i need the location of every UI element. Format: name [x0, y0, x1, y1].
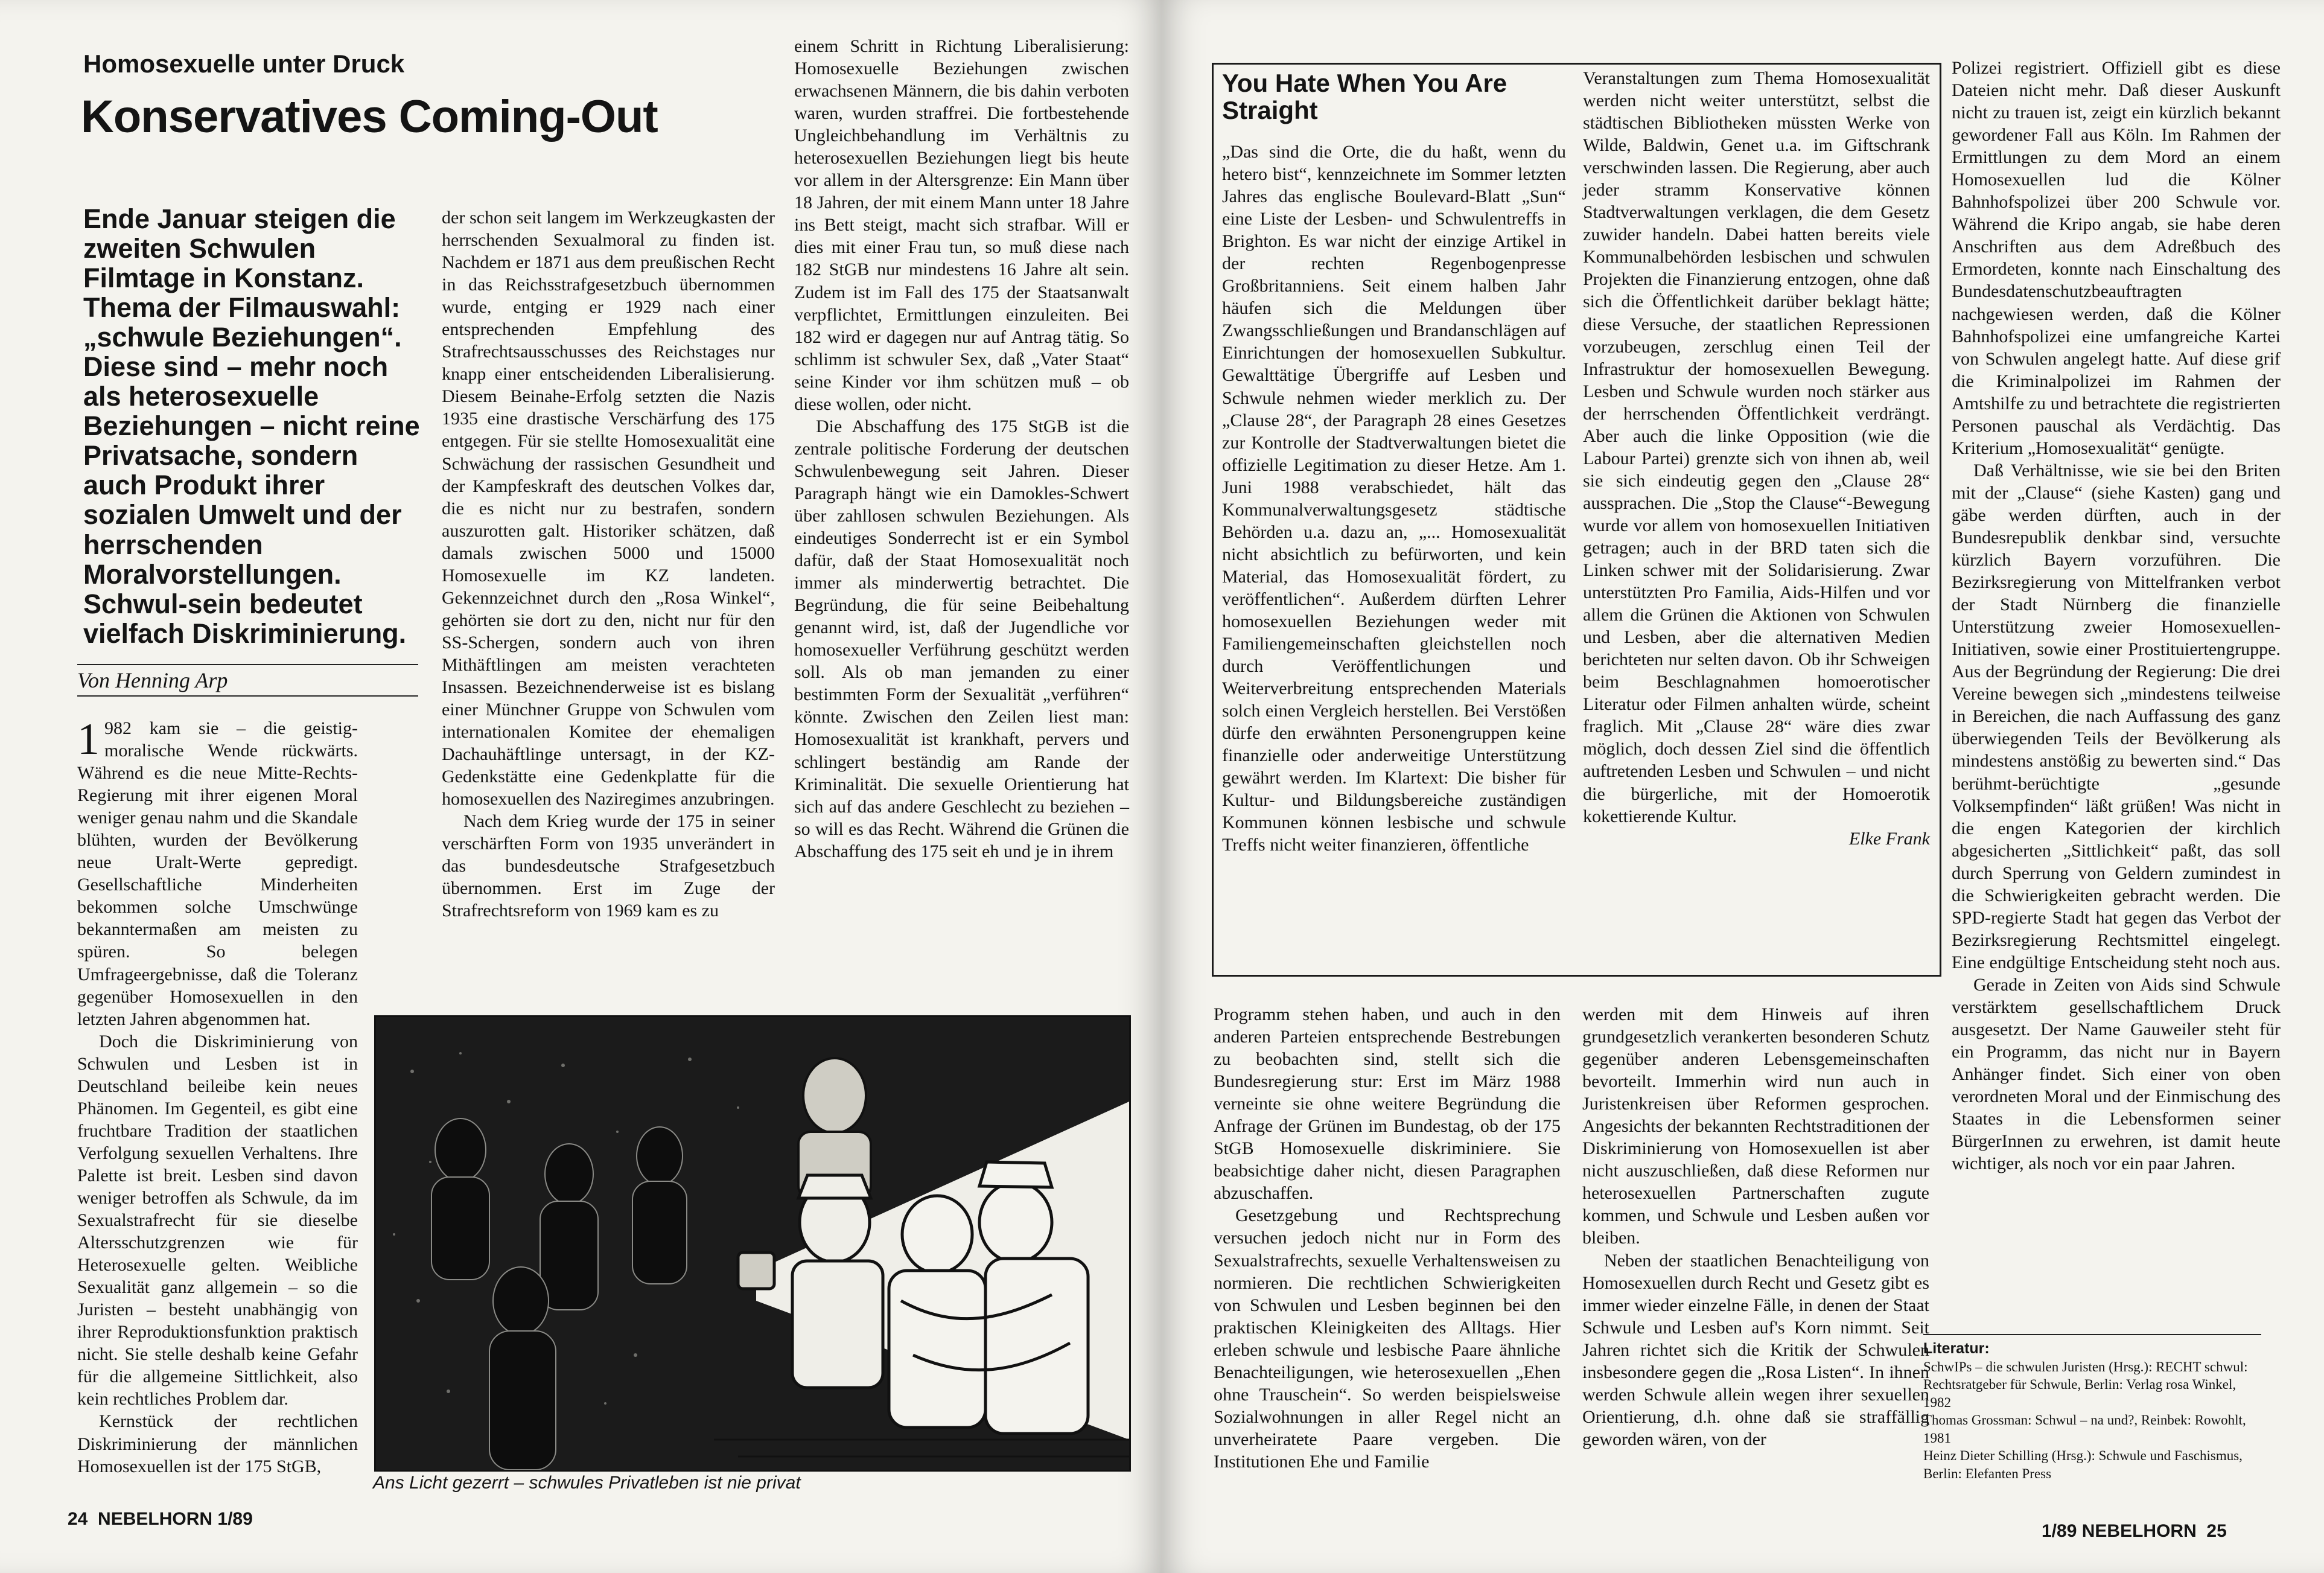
literature-item: SchwIPs – die schwulen Juristen (Hrsg.): RECHT schwul: Rechtsratgeber für Schwule, Berlin: Verlag rosa Winkel, 1982 [1923, 1359, 2248, 1410]
paragraph: Kernstück der rechtlichen Diskriminierung der männlichen Homosexuellen ist der 175 StGB, [77, 1411, 358, 1476]
box-column-1 [1222, 141, 1566, 857]
left-column-3 [794, 35, 1129, 863]
issue-number: 1/89 [217, 1509, 253, 1529]
kicker: Homosexuelle unter Druck [83, 49, 405, 78]
page-number: 24 [68, 1509, 88, 1529]
right-column-3 [1952, 57, 2281, 1175]
magazine-name: NEBELHORN [2081, 1521, 2197, 1541]
illustration-caption: Ans Licht gezerrt – schwules Privatleben ist nie privat [373, 1473, 801, 1493]
cartoon-illustration [374, 1015, 1131, 1472]
literature-box [1923, 1334, 2261, 1482]
paragraph: Gesetzgebung und Rechtsprechung versuchen jedoch nicht nur in Form des Sexualstrafrechts, sexuelle Verhaltensweisen zu normieren. Die rechtlichen Schwierigkeiten von Schwulen und Lesben beginnen bei den praktischen Kleinigkeiten des Alltags. Hier erleben schwule und lesbische Paare ähnliche Benachteiligungen, wie heterosexuellen „Ehen ohne Trauschein“. So werden beispielsweise Sozialwohnungen in aller Regel nicht an unverheiratete Paare vergeben. Die Institutionen Ehe und Familie [1214, 1205, 1561, 1472]
right-column-2 [1582, 1003, 1929, 1450]
folio-right [2042, 1521, 2227, 1542]
paragraph: Programm stehen haben, und auch in den anderen Parteien entsprechende Bestrebungen zu beobachten sind, stellt sich die Bundesregierung stur: Erst im März 1988 verneinte sie ohne weitere Begründung die Anfrage der Grünen im Bundestag, ob der 175 StGB Homosexuelle diskriminiere. Sie beabsichtige daher nicht, diesen Paragraphen abzuschaffen. [1214, 1004, 1561, 1204]
box-column-2 [1583, 67, 1930, 850]
info-box [1212, 63, 1941, 977]
magazine-name: NEBELHORN [98, 1509, 213, 1529]
literature-item: Thomas Grossman: Schwul – na und?, Reinbek: Rowohlt, 1981 [1923, 1412, 2246, 1446]
box-signature: Elke Frank [1848, 828, 1930, 849]
paragraph-text: 982 kam sie – die geistig-moralische Wende rückwärts. Während es die neue Mitte-Rechts-Regierung mit ihrer eigenen Moral weniger genau nahm und die Skandale blühten, wurden der Bevölkerung neue Uralt-Werte gepredigt. Gesellschaftliche Minderheiten bekommen solche Umschwünge bekanntermaßen am meisten zu spüren. So belegen Umfrageergebnisse, daß die Toleranz gegenüber Homosexuellen in den letzten Jahren abgenommen hat. [77, 718, 358, 1029]
drop-cap: 1 [77, 715, 100, 764]
lead-paragraph: Ende Januar steigen die zweiten Schwulen Filmtage in Konstanz. Thema der Filmauswahl: „schwule Beziehungen“. Diese sind – mehr noch als heterosexuelle Beziehungen – nicht reine Privatsache, sondern auch Produkt ihrer sozialen Umwelt und der herrschenden Moralvorstellungen. Schwul-sein bedeutet vielfach Diskriminierung. [83, 203, 420, 649]
right-column-1 [1214, 1003, 1561, 1473]
paragraph: der schon seit langem im Werkzeugkasten der herrschenden Sexualmoral zu finden ist. Nachdem er 1871 aus dem preußischen Recht in das Reichsstrafgesetzbuch übernommen wurde, entging er 1929 nach einer entsprechenden Empfehlung des Strafrechtsausschusses des Reichstages nur knapp einer entscheidenden Liberalisierung. Diesem Beinahe-Erfolg setzten die Nazis 1935 eine drastische Verschärfung des 175 entgegen. Für sie stellte Homosexualität eine Schwächung der rassischen Gesundheit und der Kampfeskraft des deutschen Volkes dar, die es nicht nur zu bestrafen, sondern auszurotten galt. Historiker schätzen, daß damals zwischen 5000 und 15000 Homosexuelle im KZ landeten. Gekennzeichnet durch den „Rosa Winkel“, gehörten sie dort zu den, nicht nur für den SS-Schergen, sondern auch von ihren Mithäftlingen am meisten verachteten Insassen. Bezeichnenderweise ist es bislang einer Münchner Gruppe von Schwulen vom internationalen Komitee der ehemaligen Dachauhäftlinge untersagt, in der KZ-Gedenkstätte eine Gedenkplatte für die homosexuellen des Naziregimes anzubringen. [442, 208, 775, 809]
left-column-2 [442, 206, 775, 922]
left-column-1 [77, 717, 358, 1478]
byline: Von Henning Arp [77, 664, 418, 697]
literature-title: Literatur: [1923, 1340, 1990, 1357]
literature-item: Heinz Dieter Schilling (Hrsg.): Schwule und Faschismus, Berlin: Elefanten Press [1923, 1448, 2243, 1481]
paragraph: Doch die Diskriminierung von Schwulen und Lesben ist in Deutschland beileibe kein neues Phänomen. Im Gegenteil, es gibt eine fruchtbare Tradition der staatlichen Verfolgung sexuellen Verhaltens. Ihre Palette ist breit. Lesben sind davon weniger betroffen als Schwule, da im Sexualstrafrecht für sie dieselbe Altersschutzgrenzen wie für Heterosexuelle gelten. Weibliche Sexualität ganz allgemein – so die Juristen – besteht unabhängig von ihrer Reproduktionsfunktion praktisch nicht. Sie stelle deshalb keine Gefahr für die allgemeine Sittlichkeit, also kein rechtliches Problem dar. [77, 1031, 358, 1409]
paragraph: Die Abschaffung des 175 StGB ist die zentrale politische Forderung der deutschen Schwulenbewegung seit Jahren. Dieser Paragraph hängt wie ein Damokles-Schwert über zahllosen schwulen Beziehungen. Als eindeutiges Sonderrecht ist er ein Symbol dafür, daß der Staat Homosexualität noch immer als minderwertig betrachtet. Die Begründung, die für seine Beibehaltung genannt wird, ist, daß der Jugendliche vor homosexueller Verführung geschützt werden soll. Als ob man jemanden zu einer bestimmten Form der Sexualität „verführen“ könnte. Zwischen den Zeilen liest man: Homosexualität ist krankhaft, pervers und schlingert beständig am Rande der Kriminalität. Die sexuelle Orientierung hat sich auf das andere Geschlecht zu beziehen – so will es das Recht. Während die Grünen die Abschaffung des 175 seit eh und je in ihrem [794, 416, 1129, 861]
cartoon-drawing [376, 1017, 1129, 1470]
issue-number: 1/89 [2042, 1521, 2077, 1541]
paragraph [77, 717, 358, 1030]
paragraph: werden mit dem Hinweis auf ihren grundgesetzlich verankerten besonderen Schutz gegenüber anderen Lebensgemeinschaften bevorteilt. Immerhin wird nun auch in Juristenkreisen über Reformen gesprochen. Angesichts der bekannten Rechtstraditionen der Diskriminierung von Homosexuellen ist aber nicht auszuschließen, daß diese Reformen nur heterosexuellen Partnerschaften zugute kommen, und Schwule und Lesben außen vor bleiben. [1582, 1004, 1929, 1248]
paragraph: Neben der staatlichen Benachteiligung von Homosexuellen durch Recht und Gesetz gibt es immer wieder einzelne Fälle, in denen der Staat Schwule und Lesben auf's Korn nimmt. Seit Jahren richtet sich die Kritik der Schwulen insbesondere gegen die „Rosa Listen“. In ihnen werden Schwule allein wegen ihrer sexuellen Orientierung, d.h. ohne daß sie straffällig geworden wären, von der [1582, 1250, 1929, 1449]
paragraph: Veranstaltungen zum Thema Homosexualität werden nicht weiter unterstützt, selbst die städtischen Bibliotheken müssten Werke von Wilde, Baldwin, Genet u.a. im Giftschrank verschwinden lassen. Die Regierung, aber auch jeder stramm Konservative können Stadtverwaltungen verklagen, die dem Gesetz zuwider handeln. Dabei hatten bereits viele Kommunalbehörden lesbischen und schwulen Projekten die Finanzierung entzogen, ohne daß sich die Öffentlichkeit darüber beklagt hätte; diese Versuche, der staatlichen Repressionen vorzubeugen, zerschlug einen Teil der Infrastruktur der homosexuellen Bewegung. Lesben und Schwule wurden noch stärker aus der herrschenden Öffentlichkeit verdrängt. Aber auch die linke Opposition (wie die Labour Partei) grenzte sich von ihnen ab, weil sie sich eindeutig gegen den „Clause 28“ aussprachen. Die „Stop the Clause“-Bewegung wurde vor allem von homosexuellen Initiativen getragen; auch in der BRD taten sich die Linken schwer mit der Solidarisierung. Zwar unterstützten Pro Familia, Aids-Hilfen und vor allem die Grünen die Aktionen von Schwulen und Lesben, aber die alternativen Medien berichteten nur selten davon. Ob ihr Schweigen beim Beschlagnahmen homoerotischer Literatur oder Filmen anhalten würde, scheint fraglich. Mit „Clause 28“ wäre dies zwar möglich, doch dessen Ziel sind die öffentlich auftretenden Lesben und Schwulen – und nicht die bürgerliche, mit der Homoerotik kokettierende Kultur. [1583, 68, 1930, 826]
folio-left [68, 1509, 253, 1530]
paragraph: Nach dem Krieg wurde der 175 in seiner verschärften Form von 1935 unverändert in das bundesdeutsche Strafgesetzbuch übernommen. Erst im Zuge der Strafrechtsreform von 1969 kam es zu [442, 811, 775, 921]
paragraph: Polizei registriert. Offiziell gibt es diese Dateien nicht mehr. Daß dieser Auskunft nicht zu trauen ist, zeigt ein kürzlich bekannt gewordener Fall aus Köln. Im Rahmen der Ermittlungen zu dem Mord an einem Homosexuellen lud die Kölner Bahnhofspolizei über 200 Schwule vor. Während die Kripo angab, sie habe deren Anschriften aus dem Adreßbuch des Ermordeten, konnte nach Einschaltung des Bundesdatenschutzbeauftragten nachgewiesen werden, daß die Kölner Bahnhofspolizei eine umfangreiche Kartei von Schwulen angelegt hatte. Auf diese grif die Kriminalpolizei im Rahmen der Amtshilfe zu und betrachtete die registrierten Personen pauschal als Verdächtig. Das Kriterium „Homosexualität“ genügte. [1952, 58, 2281, 458]
right-page [1162, 0, 2324, 1573]
page-number: 25 [2206, 1521, 2227, 1541]
paragraph: „Das sind die Orte, die du haßt, wenn du hetero bist“, kennzeichnete im Sommer letzten Jahres das englische Boulevard-Blatt „Sun“ eine Liste der Lesben- und Schwulentreffs in Brighton. Es war nicht der einzige Artikel in der rechten Regenbogenpresse Großbritanniens. Seit einem halben Jahr häufen sich die Meldungen über Zwangsschließungen und Brandanschlägen auf Einrichtungen der homosexuellen Subkultur. Gewalttätige Übergriffe auf Lesben und Schwule nehmen wieder merklich zu. Der „Clause 28“, der Paragraph 28 eines Gesetzes zur Kontrolle der Stadtverwaltungen bietet die offizielle Legitimation zu dieser Hetze. Am 1. Juni 1988 verabschiedet, hält das Kommunalverwaltungsgesetz städtische Behörden u.a. dazu an, „... Homosexualität nicht absichtlich zu befürworten, und kein Material, das Homosexualität fördert, zu veröffentlichen“. Außerdem dürften Lehrer homosexuellen Beziehungen weder mit Familiengemeinschaften gleichstellen noch durch Veröffentlichungen und Weiterverbreitung entsprechenden Materials solch einen Vergleich herstellen. Bei Verstößen dürfe den erwähnten Personengruppen keine finanzielle oder anderweitige Unterstützung gewährt werden. Im Klartext: Die bisher für Kultur- und Bildungsbereiche zuständigen Kommunen können lesbische und schwule Treffs nicht weiter finanzieren, öffentliche [1222, 142, 1566, 855]
box-title: You Hate When You Are Straight [1222, 69, 1507, 125]
paragraph: Daß Verhältnisse, wie sie bei den Briten mit der „Clause“ (siehe Kasten) gang und gäbe werden dürften, auch in der Bundesrepublik denkbar sind, versuchte kürzlich Bayern vorzuführen. Die Bezirksregierung von Mittelfranken verbot der Stadt Nürnberg die finanzielle Unterstützung zweier Homosexuellen-Initiativen, sowie einer Prostituiertengruppe. Aus der Begründung der Regierung: Die drei Vereine bewegen sich „mindestens teilweise in Bereichen, die nach Auffassung des ganz überwiegenden Teils der Bevölkerung als mindestens anstößig zu bewerten sind.“ Das berühmt-berüchtigte „gesunde Volksempfinden“ läßt grüßen! Was nicht in die engen Kategorien der kirchlich abgesicherten „Sittlichkeit“ paßt, das soll durch Sperrung von Geldern zumindest in die Schwierigkeiten gebracht werden. Die SPD-regierte Stadt hat gegen das Verbot der Bezirksregierung Rechtsmittel eingelegt. Eine endgültige Entscheidung steht noch aus. [1952, 460, 2281, 972]
paragraph: einem Schritt in Richtung Liberalisierung: Homosexuelle Beziehungen zwischen erwachsenen Männern, die bis dahin verboten waren, wurden straffrei. Die fortbestehende Ungleichbehandlung im Verhältnis zu heterosexuellen Beziehungen liegt bis heute vor allem in der Altersgrenze: Ein Mann über 18 Jahren, der mit einem Mann unter 18 Jahre ins Bett steigt, macht sich strafbar. Will er dies mit einer Frau tun, so muß diese nach 182 StGB nur mindestens 16 Jahre alt sein. Zudem ist im Fall des 175 der Staatsanwalt verpflichtet, Ermittlungen einzuleiten. Bei 182 wird er dagegen nur auf Antrag tätig. So schlimm ist schwuler Sex, daß „Vater Staat“ seine Kinder vor ihm schützen muß – ob diese wollen, oder nicht. [794, 36, 1129, 414]
paragraph: Gerade in Zeiten von Aids sind Schwule verstärktem gesellschaftlichem Druck ausgesetzt. Der Name Gauweiler steht für ein Programm, das nicht nur in Bayern Anhänger findet. Sich einer von oben verordneten Moral und der Einmischung des Staates in die Lebensformen seiner BürgerInnen zu erwehren, ist damit heute wichtiger, als noch vor ein paar Jahren. [1952, 974, 2281, 1174]
headline: Konservatives Coming-Out [81, 91, 658, 142]
